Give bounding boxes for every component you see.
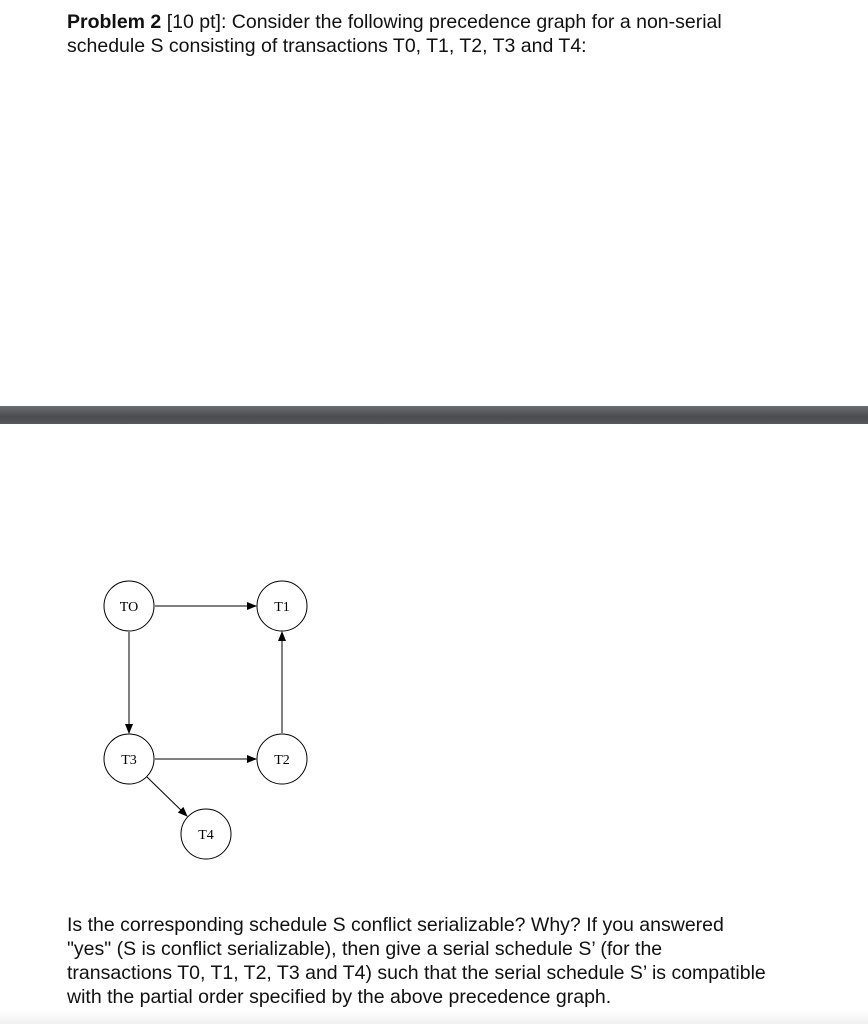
node-T2 — [257, 734, 307, 784]
node-T3-label: T3 — [121, 753, 137, 768]
question-line-3: transactions T0, T1, T2, T3 and T4) such that the serial schedule S’ is compatible — [67, 962, 766, 984]
node-T2-label: T2 — [274, 753, 290, 768]
node-T4 — [181, 809, 231, 859]
bottom-edge — [0, 1010, 868, 1024]
node-T0 — [104, 581, 154, 631]
problem-heading: Problem 2 — [67, 11, 162, 33]
question-line-2: "yes" (S is conflict serializable), then give a serial schedule S’ (for the — [67, 938, 663, 960]
problem-points: [10 pt] — [166, 11, 221, 33]
question-line-4: with the partial order specified by the above precedence graph. — [67, 986, 612, 1008]
node-T4-label: T4 — [198, 828, 214, 843]
question-statement — [67, 913, 857, 1009]
question-line-1: Is the corresponding schedule S conflict serializable? Why? If you answered — [67, 914, 724, 936]
problem-line-1-text: : Consider the following precedence graph for a non-serial — [220, 11, 722, 33]
problem-statement — [67, 10, 847, 58]
node-T1 — [257, 581, 307, 631]
page-separator — [0, 406, 868, 424]
node-T1-label: T1 — [274, 600, 290, 615]
precedence-graph — [0, 560, 868, 880]
node-T3 — [104, 734, 154, 784]
edge-T3-T4 — [147, 777, 187, 816]
node-T0-label: TO — [119, 600, 139, 615]
problem-line-1 — [67, 10, 847, 34]
problem-line-2: schedule S consisting of transactions T0, T1, T2, T3 and T4: — [67, 35, 587, 57]
